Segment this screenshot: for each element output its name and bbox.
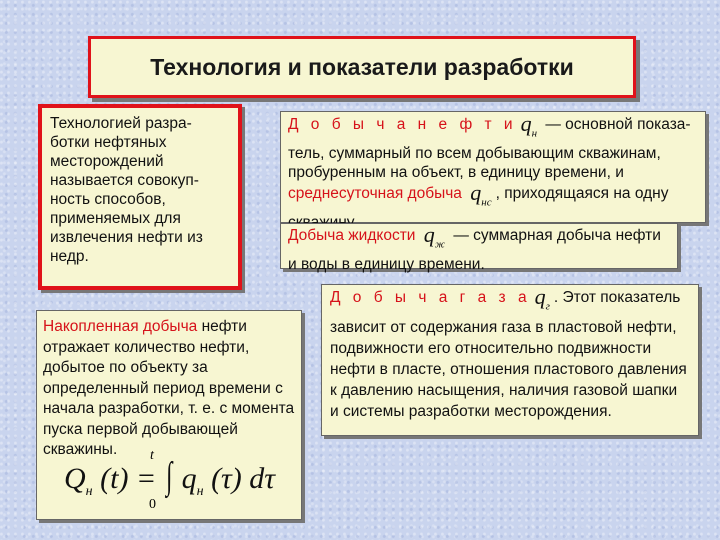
accumulated-production-term: Накопленная добыча bbox=[43, 318, 198, 335]
liquid-production-text: — суммарная добыча нефти и воды в единицу времени. bbox=[288, 227, 661, 273]
oil-production-symbol: $q_н$ bbox=[520, 111, 538, 140]
oil-production-term: Д о б ы ч а н е ф т и bbox=[288, 116, 517, 133]
integral-upper-limit: t bbox=[150, 448, 154, 463]
formula-integrand-arg: (τ) dτ bbox=[211, 462, 276, 495]
daily-production-symbol: $q_{нс}$ bbox=[470, 179, 492, 209]
formula-lhs: $Q_н$ bbox=[64, 462, 93, 499]
page-title: Технология и показатели разработки bbox=[150, 53, 574, 80]
oil-production-box bbox=[280, 111, 706, 223]
technology-definition-box bbox=[38, 104, 242, 290]
liquid-production-symbol: $q_ж$ bbox=[423, 222, 446, 251]
daily-production-text: , приходящаяся на одну bbox=[495, 184, 669, 202]
formula-integrand: $q_н$ bbox=[181, 462, 204, 499]
liquid-production-term: Добыча жидкости bbox=[288, 227, 416, 244]
gas-production-term: Д о б ы ч а г а з а bbox=[330, 289, 531, 306]
oil-production-text: — основной показа-тель, суммарный по всем добывающим скважинам, пробуренным на объект, в единицу времени, и bbox=[288, 116, 691, 182]
gas-production-symbol: $q_г$ bbox=[534, 284, 550, 313]
technology-definition-text: Технологией разра-ботки нефтяных месторождений называется совокуп-ность способов, применяемых для извлечения нефти из недр. bbox=[50, 115, 203, 265]
gas-production-box bbox=[321, 284, 699, 436]
integral-sign: ∫ bbox=[165, 455, 173, 497]
gas-production-text: . Этот показатель зависит от содержания газа в пластовой нефти, подвижности его относительно подвижности нефти в пласте, отношения пластового давления к давлению насыщения, наличия газовой шапки и системы разработки месторождения. bbox=[330, 289, 687, 421]
title-box bbox=[88, 36, 636, 98]
accumulated-production-text: нефти отражает количество нефти, добытое по объекту за определенный период времени с начала разработки, т. е. с момента пуска первой добывающей скважины. bbox=[43, 318, 295, 458]
accumulated-production-formula bbox=[64, 454, 275, 500]
liquid-production-box bbox=[280, 222, 678, 273]
daily-production-term: среднесуточная добыча bbox=[288, 184, 462, 202]
formula-arg: (t) = bbox=[100, 462, 157, 495]
integral-lower-limit: 0 bbox=[149, 497, 156, 512]
